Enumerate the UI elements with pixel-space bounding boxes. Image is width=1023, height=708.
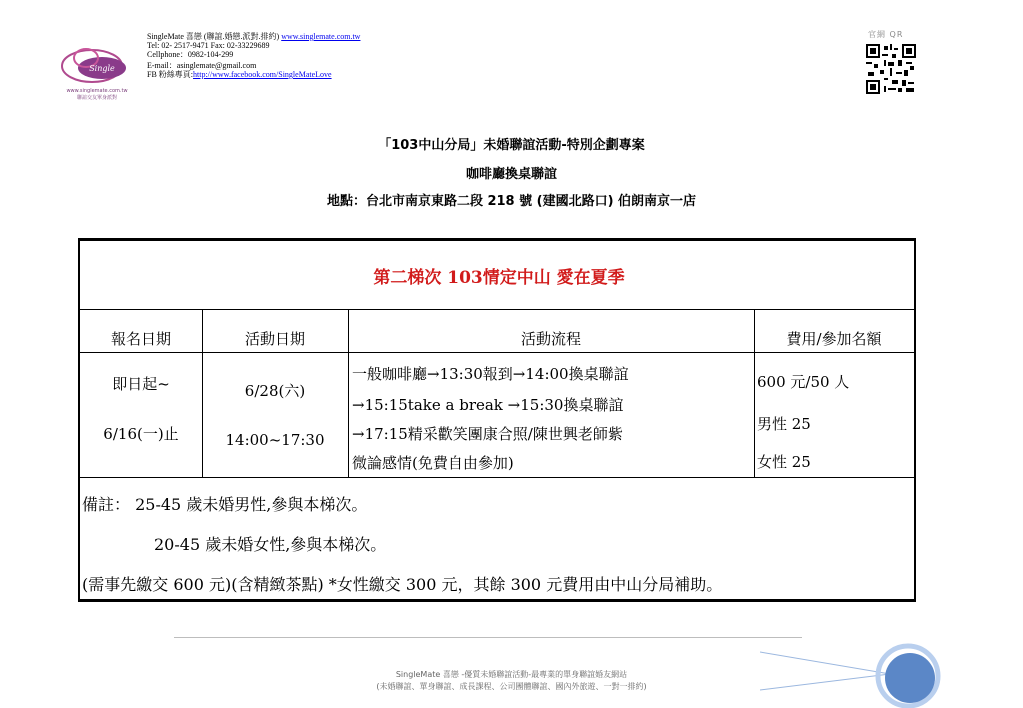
header-line-company: [147, 32, 360, 41]
signup-start: 即日起~: [112, 375, 170, 393]
qr-code-icon[interactable]: [866, 44, 916, 94]
footer-divider: [174, 637, 802, 638]
event-title: 「103中山分局」未婚聯誼活動-特別企劃專案: [378, 138, 645, 153]
header-event-flow: 活動流程: [520, 330, 581, 348]
facebook-label: FB 粉絲專頁:: [147, 70, 194, 79]
logo-caption-tagline: 聯誼交友單身派對: [76, 95, 117, 101]
header-fee-quota: 費用/參加名額: [786, 330, 882, 348]
header-line-phone: Tel: 02- 2517-9471 Fax: 02-33229689: [147, 41, 270, 50]
flow-line: →17:15精采歡笑團康合照/陳世興老師紫: [352, 425, 623, 443]
flow-line: 微論感情(免費自由參加): [352, 454, 514, 472]
company-name: SingleMate 喜戀 (聯誼.婚戀.派對.排約): [147, 32, 282, 41]
note-line-fee: (需事先繳交 600 元)(含精緻茶點) *女性繳交 300 元，其餘 300 元費用由中山分局補助。: [82, 575, 723, 594]
signup-end: 6/16(一)止: [103, 425, 179, 443]
svg-text:Single: Single: [89, 64, 115, 73]
header-line-email: E-mail：asinglemate@gmail.com: [147, 61, 257, 70]
table-divider: [80, 477, 914, 478]
note-line-female: 20-45 歲未婚女性,參與本梯次。: [154, 535, 387, 554]
event-time: 14:00~17:30: [225, 431, 325, 449]
male-quota: 男性 25: [757, 415, 811, 433]
header-signup-date: 報名日期: [110, 330, 171, 348]
fee-quota: 600 元/50 人: [757, 373, 850, 391]
flow-line: 一般咖啡廳→13:30報到→14:00換桌聯誼: [352, 365, 629, 383]
schedule-title: 第二梯次 103情定中山 愛在夏季: [373, 268, 625, 288]
event-subtitle: 咖啡廳換桌聯誼: [465, 167, 557, 182]
table-divider: [80, 309, 914, 310]
event-day: 6/28(六): [244, 382, 306, 400]
schedule-table: [78, 238, 916, 602]
footer-services: (未婚聯誼、單身聯誼、成長課程、公司團體聯誼、國內外旅遊、一對一排約): [376, 682, 647, 691]
note-line-male: 備註： 25-45 歲未婚男性,參與本梯次。: [82, 495, 368, 514]
table-divider: [80, 352, 914, 353]
facebook-link[interactable]: http://www.facebook.com/SingleMateLove: [193, 70, 332, 79]
qr-label: 官網 QR: [868, 30, 904, 39]
website-link[interactable]: www.singlemate.com.tw: [281, 32, 361, 41]
flow-line: →15:15take a break →15:30換桌聯誼: [352, 396, 624, 414]
logo-caption-url: www.singlemate.com.tw: [66, 88, 128, 94]
female-quota: 女性 25: [757, 453, 811, 471]
footer-tagline: SingleMate 喜戀 -優質未婚聯誼活動-最專業的單身聯誼婚友網站: [395, 670, 628, 679]
event-location: 地點：台北市南京東路二段 218 號 (建國北路口) 伯朗南京一店: [326, 194, 697, 209]
header-line-cellphone: Cellphone：0982-104-299: [147, 50, 234, 59]
header-event-date: 活動日期: [244, 330, 305, 348]
header-line-facebook: [147, 70, 332, 79]
